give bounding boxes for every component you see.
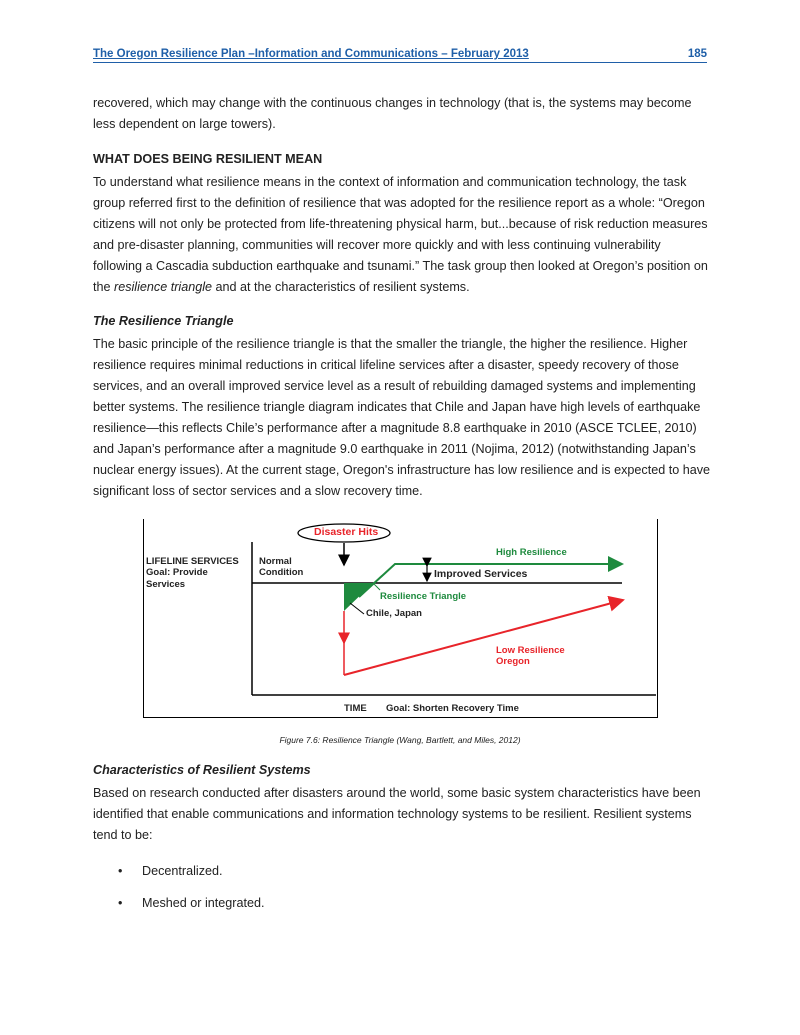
ylabel-2: Goal: Provide — [146, 567, 208, 578]
improved-services-label: Improved Services — [434, 568, 528, 580]
bullet-icon: • — [118, 864, 123, 878]
resilience-triangle-figure — [143, 519, 658, 718]
goal-label: Goal: Shorten Recovery Time — [386, 703, 519, 714]
bullet-item — [118, 864, 223, 878]
time-label: TIME — [344, 703, 367, 714]
ylabel-1: LIFELINE SERVICES — [146, 556, 239, 567]
paragraph-3: The basic principle of the resilience triangle is that the smaller the triangle, the higher the resilience. Higher resilience requires minimal reductions in critical lifeline services after a disaster, speedy recovery of those services, and an overall improved service level as a result of rebuilding damaged systems and implementing better systems. The resilience triangle diagram indicates that Chile and Japan have high levels of earthquake resilience—this reflects Chile’s performance after a magnitude 8.8 earthquake in 2010 (ASCE TCLEE, 2010) and Japan’s performance after a magnitude 9.0 earthquake in 2011 (Nojima, 2012) (notwithstanding Japan’s nuclear energy issues). At the current stage, Oregon's infrastructure has low resilience and is expected to have significant loss of sector services and a slow recovery time. — [93, 337, 711, 498]
disaster-label: Disaster Hits — [314, 526, 379, 538]
oregon-label: Oregon — [496, 656, 530, 667]
ylabel-3: Services — [146, 579, 186, 590]
figure-caption: Figure 7.6: Resilience Triangle (Wang, Bartlett, and Miles, 2012) — [279, 735, 521, 745]
heading-resilience-triangle: The Resilience Triangle — [93, 314, 234, 328]
paragraph-2 — [93, 172, 711, 298]
bullet-text: Meshed or integrated. — [142, 896, 265, 910]
high-resilience-label: High Resilience — [496, 547, 567, 558]
bullet-icon: • — [118, 896, 123, 910]
low-resilience-label: Low Resilience — [496, 645, 565, 656]
header-title: The Oregon Resilience Plan –Information and Communications – February 2013 — [93, 48, 529, 60]
text: To understand what resilience means in the context of information and communication technology, the task group referred first to the definition of resilience that was adopted for the resilience report as a whole: “Oregon citizens will not only be protected from life-threatening physical harm, but...because of risk reduction measures and pre-disaster planning, communities will recover more quickly and with less continuing vulnerability following a Cascadia subduction earthquake and tsunami.” The task group then looked at Oregon’s position on the — [93, 175, 708, 294]
heading-characteristics: Characteristics of Resilient Systems — [93, 763, 311, 777]
bullet-item — [118, 896, 265, 910]
heading-what-resilient-means: WHAT DOES BEING RESILIENT MEAN — [93, 152, 323, 166]
page-number: 185 — [687, 48, 707, 60]
resilience-triangle-label: Resilience Triangle — [380, 591, 467, 602]
normal-label-2: Condition — [259, 567, 304, 578]
emphasis: resilience triangle — [114, 280, 213, 294]
normal-label-1: Normal — [259, 556, 292, 567]
triangle-leader — [373, 583, 380, 590]
chile-leader — [350, 603, 364, 614]
page-header — [93, 48, 707, 63]
paragraph-1: recovered, which may change with the continuous changes in technology (that is, the systems may become less dependent on large towers). — [93, 96, 692, 131]
text: and at the characteristics of resilient systems. — [212, 280, 470, 294]
bullet-text: Decentralized. — [142, 864, 223, 878]
chile-japan-label: Chile, Japan — [366, 608, 422, 619]
paragraph-4: Based on research conducted after disasters around the world, some basic system characteristics have been identified that enable communications and information technology systems to be resilient. Resilient systems tend to be: — [93, 786, 701, 842]
